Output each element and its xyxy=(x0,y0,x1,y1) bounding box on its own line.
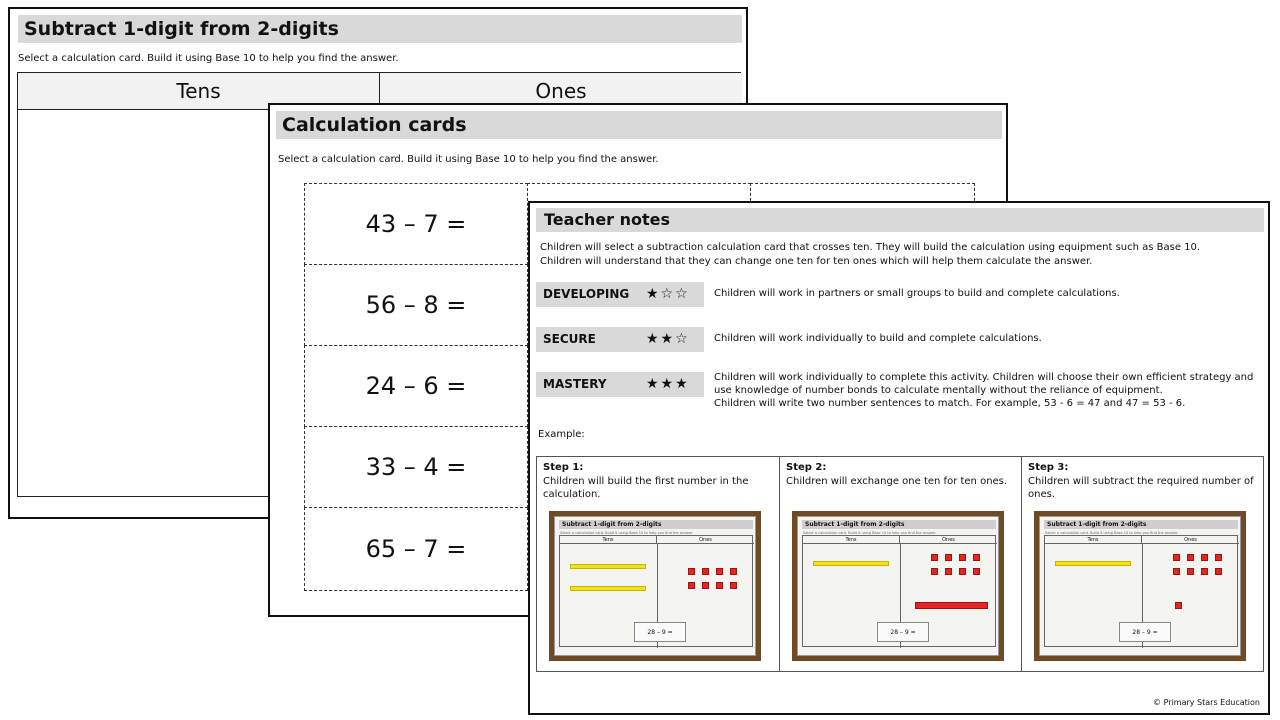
worksheet-teacher-notes xyxy=(528,201,1270,715)
one-cube xyxy=(730,568,737,575)
photo-tens-header: Tens xyxy=(560,536,657,544)
photo-worksheet-instruction: Select a calculation card. Build it using Base 10 to help you find the answer. xyxy=(1045,531,1179,535)
tens-column-header: Tens xyxy=(18,73,380,110)
photo-worksheet-title: Subtract 1-digit from 2-digits xyxy=(802,520,996,529)
one-cube xyxy=(1173,554,1180,561)
one-cube xyxy=(1215,568,1222,575)
photo-worksheet-instruction: Select a calculation card. Build it using Base 10 to help you find the answer. xyxy=(560,531,694,535)
intro-line: Children will select a subtraction calculation card that crosses ten. They will build the calculation using equipment such as Base 10. xyxy=(540,242,1201,253)
one-cube xyxy=(945,554,952,561)
ten-rod xyxy=(1055,561,1131,566)
one-cube xyxy=(1187,568,1194,575)
one-cube xyxy=(959,554,966,561)
level-label: SECURE xyxy=(536,327,704,352)
photo-place-value-table xyxy=(559,535,753,647)
level-description: Children will work individually to complete this activity. Children will choose their own efficient strategy and use knowledge of number bonds to calculate mentally without the reliance of equipment. Children will write two number sentences to match. For example, 53 - 6 = 47 and 47 = 53 - 6. xyxy=(714,372,1254,409)
photo-tens-header: Tens xyxy=(803,536,900,544)
photo-calculation-card: 28 – 9 = xyxy=(634,622,686,642)
one-cube xyxy=(730,582,737,589)
photo-calculation-card: 28 – 9 = xyxy=(1119,622,1171,642)
worksheet-title: Subtract 1-digit from 2-digits xyxy=(18,15,742,43)
photo-worksheet-title: Subtract 1-digit from 2-digits xyxy=(559,520,753,529)
one-cube xyxy=(1201,554,1208,561)
photo-worksheet-instruction: Select a calculation card. Build it using Base 10 to help you find the answer. xyxy=(803,531,937,535)
one-cube xyxy=(1187,554,1194,561)
teacher-notes-title: Teacher notes xyxy=(536,208,1264,232)
step-3 xyxy=(1021,457,1263,671)
calculation-cards-instruction: Select a calculation card. Build it using Base 10 to help you find the answer. xyxy=(278,154,659,165)
star-rating-icon: ★★★ xyxy=(646,376,690,392)
photo-ones-header: Ones xyxy=(900,536,997,544)
step-title: Step 2: xyxy=(786,462,827,473)
copyright-notice: © Primary Stars Education xyxy=(1153,698,1260,707)
step-photo xyxy=(1034,511,1246,661)
one-cube xyxy=(1215,554,1222,561)
teacher-notes-intro xyxy=(540,241,1200,269)
one-cube xyxy=(1201,568,1208,575)
step-text: Children will exchange one ten for ten ones. xyxy=(786,476,1008,487)
one-cube xyxy=(945,568,952,575)
calculation-card[interactable]: 24 – 6 = xyxy=(304,345,528,427)
step-text: Children will build the first number in the calculation. xyxy=(543,476,749,500)
step-title: Step 3: xyxy=(1028,462,1069,473)
example-steps xyxy=(536,456,1264,672)
one-cube xyxy=(973,554,980,561)
ten-rod xyxy=(570,564,646,569)
step-photo xyxy=(792,511,1004,661)
example-label: Example: xyxy=(538,429,585,440)
photo-ones-header: Ones xyxy=(657,536,754,544)
level-description: Children will work in partners or small groups to build and complete calculations. xyxy=(714,288,1120,299)
photo-worksheet xyxy=(797,516,999,656)
step-1 xyxy=(537,457,779,671)
step-text: Children will subtract the required number of ones. xyxy=(1028,476,1254,500)
photo-worksheet-title: Subtract 1-digit from 2-digits xyxy=(1044,520,1238,529)
level-label: MASTERY xyxy=(536,372,704,397)
one-cube xyxy=(702,568,709,575)
star-rating-icon: ★☆☆ xyxy=(646,286,690,302)
level-label: DEVELOPING xyxy=(536,282,704,307)
photo-tens-header: Tens xyxy=(1045,536,1142,544)
ten-rod xyxy=(570,586,646,591)
ones-column-header: Ones xyxy=(380,73,742,110)
calculation-card[interactable]: 43 – 7 = xyxy=(304,183,528,265)
photo-place-value-table xyxy=(802,535,996,647)
photo-worksheet xyxy=(554,516,756,656)
one-cube xyxy=(716,568,723,575)
calculation-card[interactable]: 56 – 8 = xyxy=(304,264,528,346)
photo-ones-header: Ones xyxy=(1142,536,1239,544)
calculation-cards-title: Calculation cards xyxy=(276,111,1002,139)
ten-rod xyxy=(813,561,889,566)
one-cube xyxy=(688,568,695,575)
photo-worksheet xyxy=(1039,516,1241,656)
one-cube xyxy=(959,568,966,575)
level-description: Children will work individually to build and complete calculations. xyxy=(714,333,1042,344)
photo-place-value-table xyxy=(1044,535,1238,647)
one-cube xyxy=(1175,602,1182,609)
one-cube xyxy=(931,554,938,561)
one-cube xyxy=(931,568,938,575)
one-cube xyxy=(973,568,980,575)
exchanged-ones-row xyxy=(915,602,988,609)
one-cube xyxy=(688,582,695,589)
one-cube xyxy=(702,582,709,589)
one-cube xyxy=(716,582,723,589)
step-2 xyxy=(779,457,1021,671)
calculation-card[interactable]: 65 – 7 = xyxy=(304,507,528,591)
one-cube xyxy=(1173,568,1180,575)
step-title: Step 1: xyxy=(543,462,584,473)
star-rating-icon: ★★☆ xyxy=(646,331,690,347)
photo-calculation-card: 28 – 9 = xyxy=(877,622,929,642)
step-photo xyxy=(549,511,761,661)
worksheet-instruction: Select a calculation card. Build it using Base 10 to help you find the answer. xyxy=(18,53,399,64)
calculation-card[interactable]: 33 – 4 = xyxy=(304,426,528,508)
intro-line: Children will understand that they can change one ten for ten ones which will help them calculate the answer. xyxy=(540,256,1093,267)
